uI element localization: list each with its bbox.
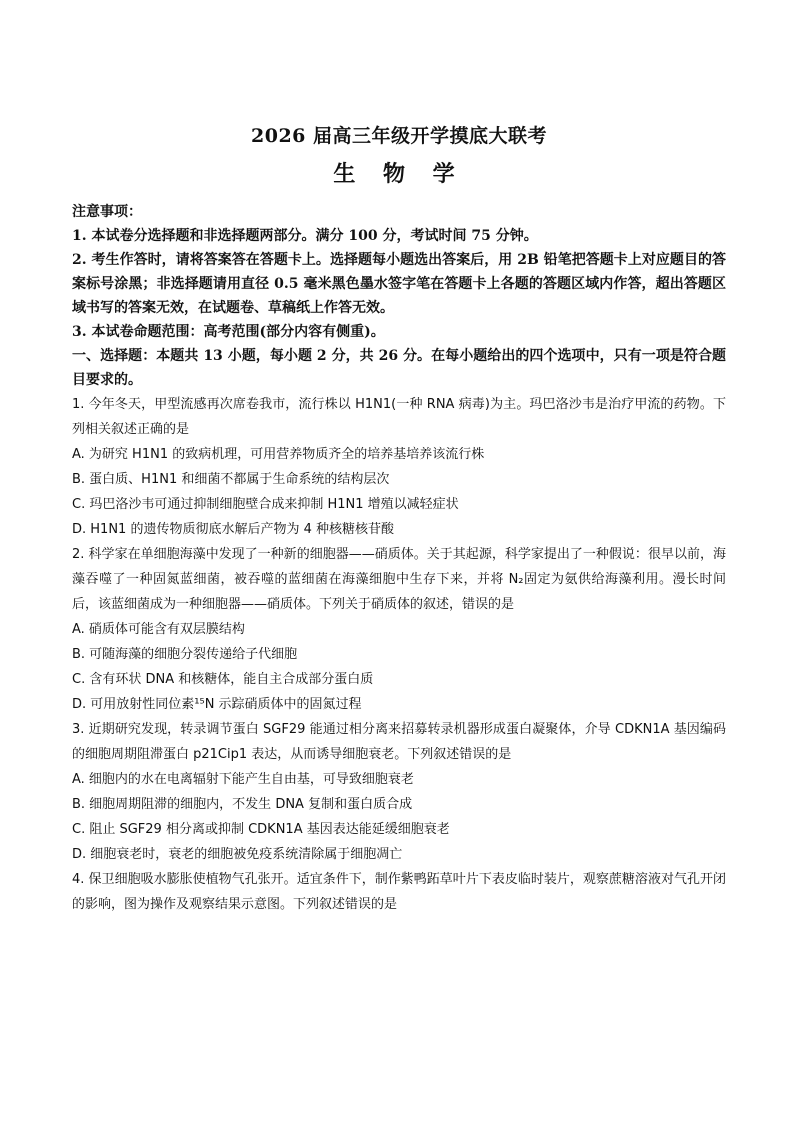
option-c: C. 含有环状 DNA 和核糖体，能自主合成部分蛋白质: [72, 672, 374, 687]
option-d: D. 细胞衰老时，衰老的细胞被免疫系统清除属于细胞凋亡: [72, 847, 403, 862]
question-1: [72, 392, 726, 542]
question-stem: 4. 保卫细胞吸水膨胀使植物气孔张开。适宜条件下，制作紫鸭跖草叶片下表皮临时装片，观察蔗糖溶液对气孔开闭的影响，图为操作及观察结果示意图。下列叙述错误的是: [72, 872, 726, 912]
notice-heading: 注意事项：: [72, 204, 142, 220]
question-stem: 3. 近期研究发现，转录调节蛋白 SGF29 能通过相分离来招募转录机器形成蛋白凝聚体，介导 CDKN1A 基因编码的细胞周期阻滞蛋白 p21Cip1 表达，从而诱导细胞衰老。下列叙述错误的是: [72, 722, 726, 762]
option-b: B. 可随海藻的细胞分裂传递给子代细胞: [72, 647, 298, 662]
option-c: C. 玛巴洛沙韦可通过抑制细胞壁合成来抑制 H1N1 增殖以减轻症状: [72, 497, 459, 512]
option-a: A. 细胞内的水在电离辐射下能产生自由基，可导致细胞衰老: [72, 772, 414, 787]
exam-title: 2026 届高三年级开学摸底大联考: [251, 125, 547, 147]
notice-item-3: 3. 本试卷命题范围：高考范围(部分内容有侧重)。: [72, 324, 385, 340]
option-d: D. H1N1 的遗传物质彻底水解后产物为 4 种核糖核苷酸: [72, 522, 394, 537]
option-a: A. 为研究 H1N1 的致病机理，可用营养物质齐全的培养基培养该流行株: [72, 447, 485, 462]
question-4: [72, 867, 726, 917]
notice-item-1: 1. 本试卷分选择题和非选择题两部分。满分 100 分，考试时间 75 分钟。: [72, 228, 538, 244]
subject-title: 生 物 学: [333, 161, 465, 187]
question-3: [72, 717, 726, 867]
notice-section: [72, 200, 726, 344]
option-c: C. 阻止 SGF29 相分离或抑制 CDKN1A 基因表达能延缓细胞衰老: [72, 822, 450, 837]
option-b: B. 细胞周期阻滞的细胞内，不发生 DNA 复制和蛋白质合成: [72, 797, 413, 812]
option-b: B. 蛋白质、H1N1 和细菌不都属于生命系统的结构层次: [72, 472, 390, 487]
question-stem: 1. 今年冬天，甲型流感再次席卷我市，流行株以 H1N1(一种 RNA 病毒)为主。玛巴洛沙韦是治疗甲流的药物。下列相关叙述正确的是: [72, 397, 726, 437]
option-a: A. 硝质体可能含有双层膜结构: [72, 622, 245, 637]
question-2: [72, 542, 726, 717]
section-heading: 一、选择题：本题共 13 小题，每小题 2 分，共 26 分。在每小题给出的四个选项中，只有一项是符合题目要求的。: [72, 348, 726, 388]
notice-item-2: 2. 考生作答时，请将答案答在答题卡上。选择题每小题选出答案后，用 2B 铅笔把答题卡上对应题目的答案标号涂黑；非选择题请用直径 0.5 毫米黑色墨水签字笔在答题卡上各题的答题区域内作答，超出答题区域书写的答案无效，在试题卷、草稿纸上作答无效。: [72, 252, 726, 316]
question-stem: 2. 科学家在单细胞海藻中发现了一种新的细胞器——硝质体。关于其起源，科学家提出了一种假说：很早以前，海藻吞噬了一种固氮蓝细菌，被吞噬的蓝细菌在海藻细胞中生存下来，并将 N₂固定为氨供给海藻利用。漫长时间后，该蓝细菌成为一种细胞器——硝质体。下列关于硝质体的叙述，错误的是: [72, 547, 726, 612]
option-d: D. 可用放射性同位素¹⁵N 示踪硝质体中的固氮过程: [72, 697, 362, 712]
